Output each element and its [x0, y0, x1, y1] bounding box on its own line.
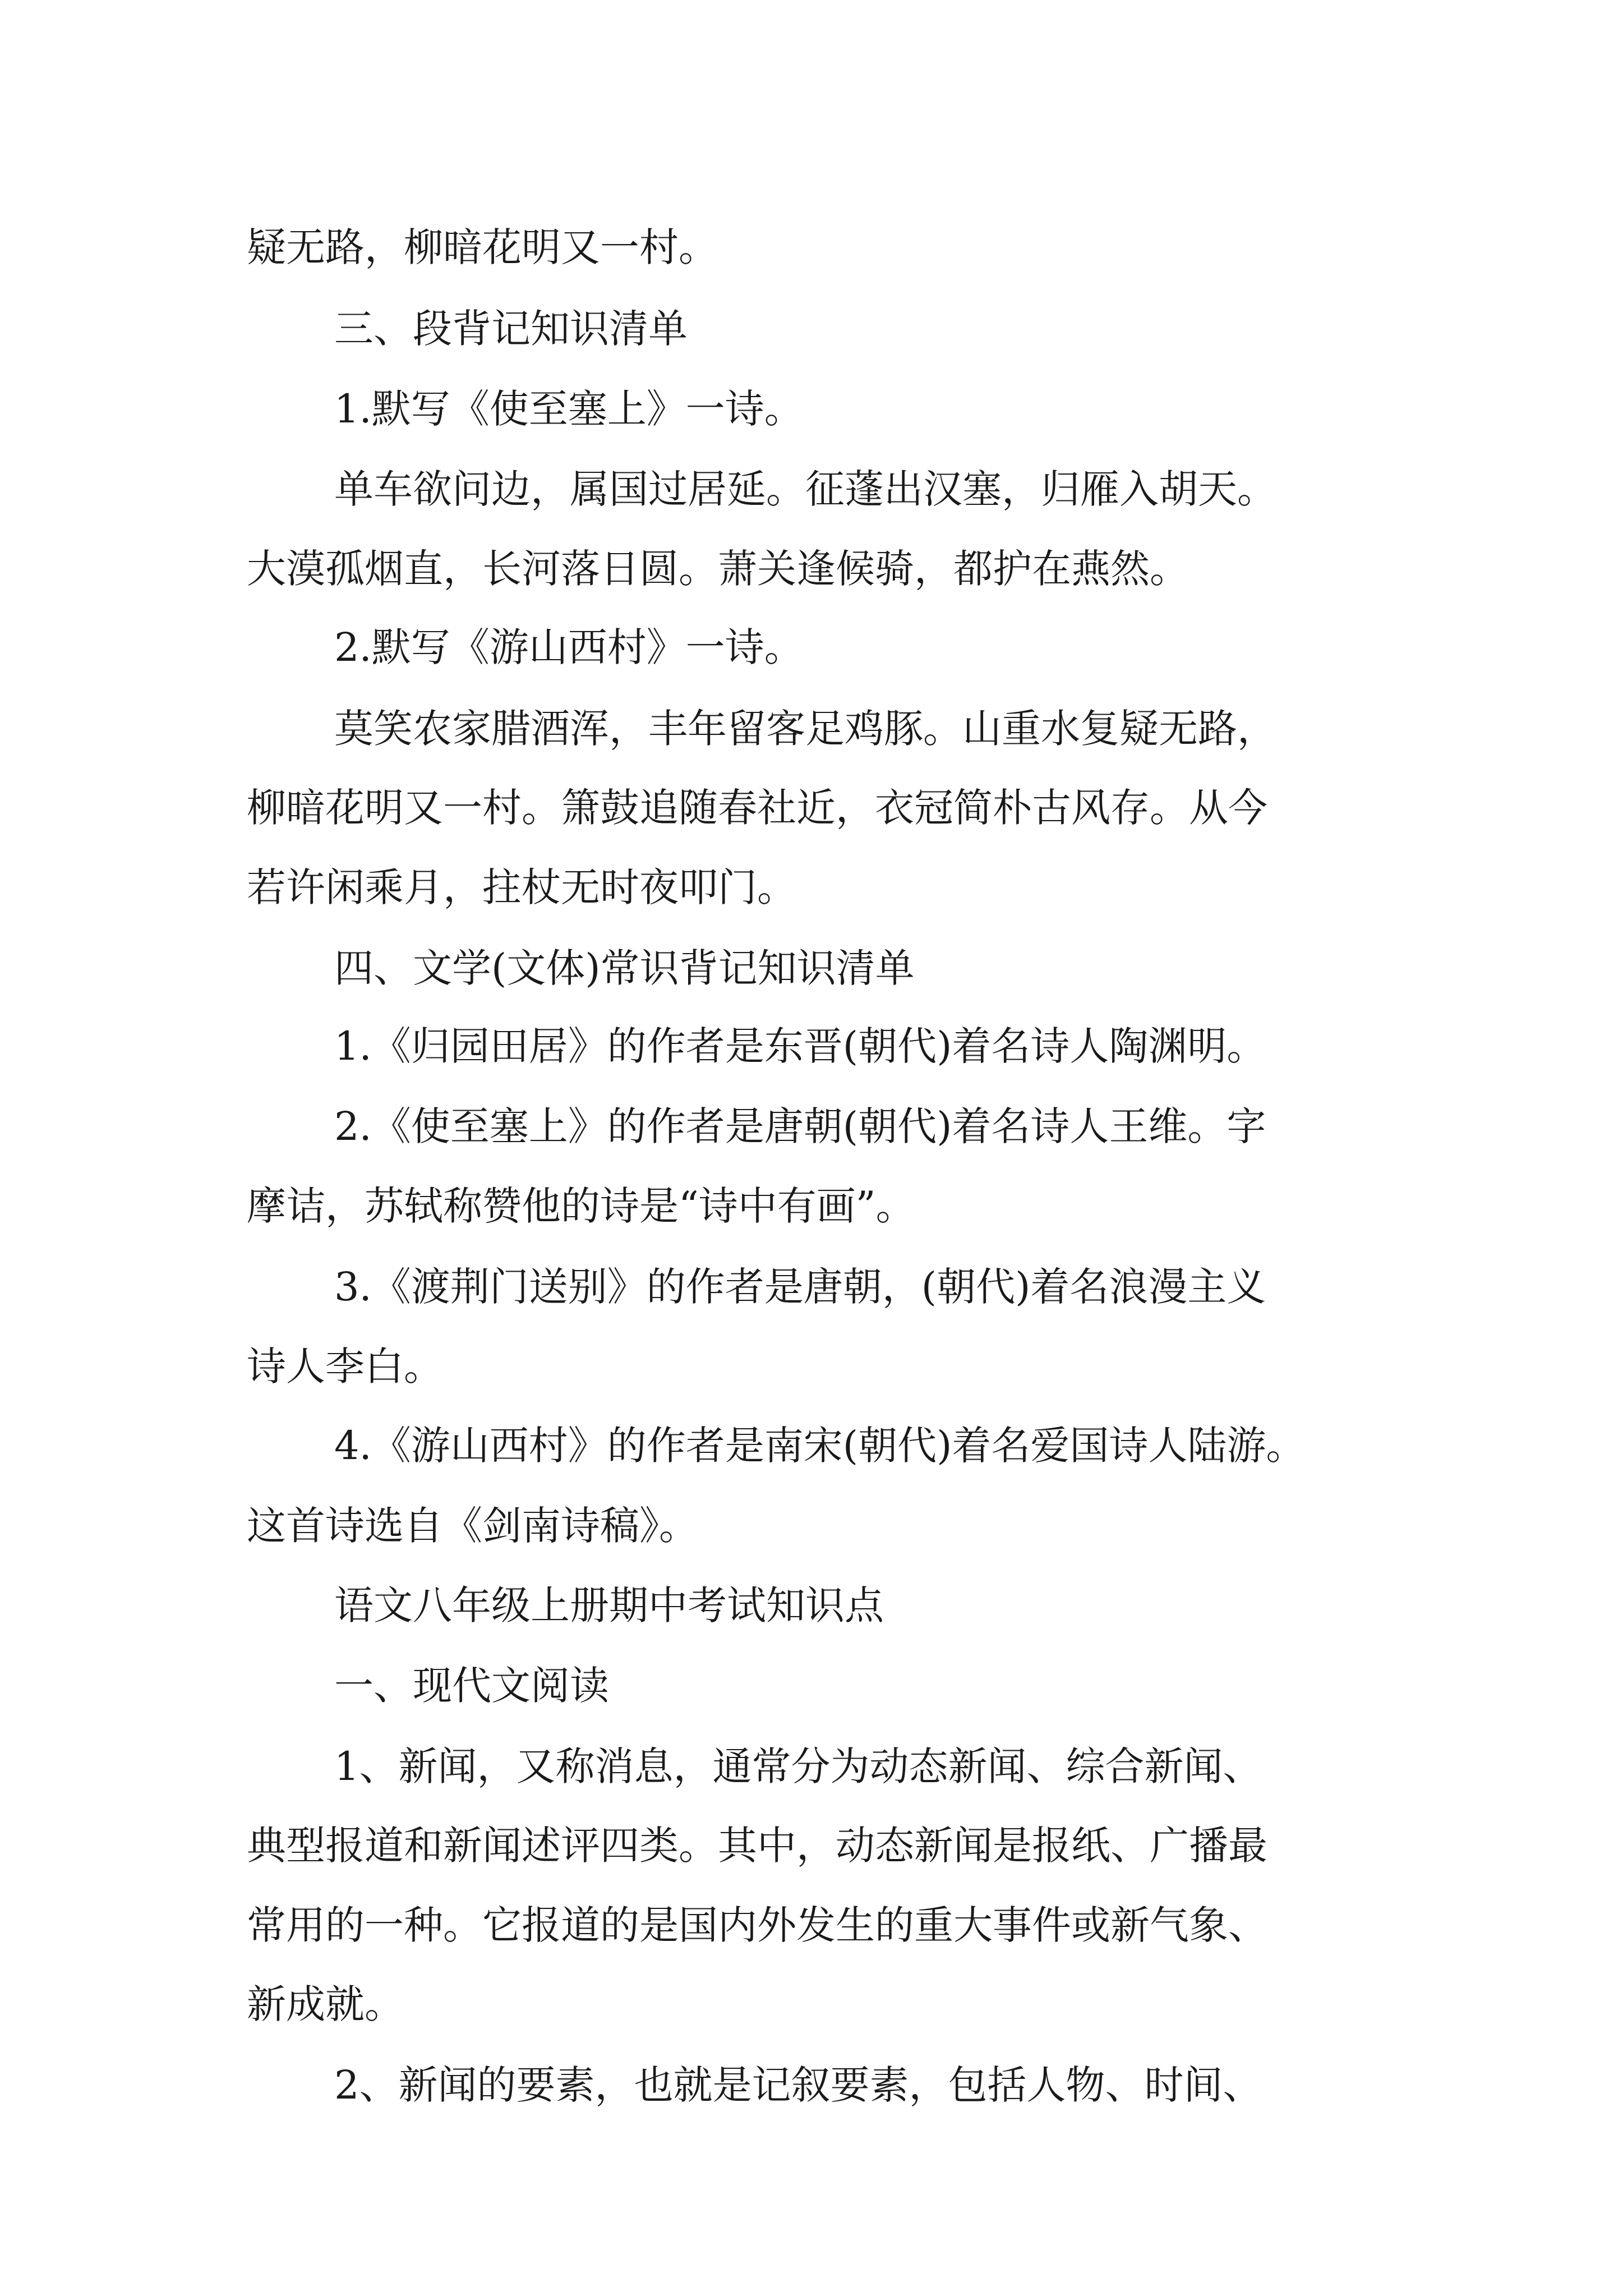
paragraph-line: 常用的一种。它报道的是国内外发生的重大事件或新气象、: [247, 1902, 1267, 1948]
paragraph-line: 摩诘，苏轼称赞他的诗是“诗中有画”。: [247, 1183, 915, 1229]
poem-line: 单车欲问边，属国过居延。征蓬出汉塞，归雁入胡天。: [334, 466, 1276, 512]
item-heading: 2.默写《游山西村》一诗。: [334, 624, 804, 670]
section-heading: 四、文学(文体)常识背记知识清单: [334, 945, 915, 991]
poem-line: 莫笑农家腊酒浑，丰年留客足鸡豚。山重水复疑无路，: [334, 706, 1276, 752]
paragraph-line: 疑无路，柳暗花明又一村。: [247, 224, 718, 270]
section-heading: 语文八年级上册期中考试知识点: [334, 1582, 884, 1628]
paragraph-line: 典型报道和新闻述评四类。其中，动态新闻是报纸、广播最: [247, 1823, 1267, 1869]
paragraph-line: 2、新闻的要素，也就是记叙要素，包括人物、时间、: [334, 2062, 1262, 2108]
paragraph-line: 新成就。: [247, 1981, 404, 2027]
poem-line: 若许闲乘月，拄杖无时夜叩门。: [247, 864, 796, 910]
paragraph-line: 这首诗选自《剑南诗稿》。: [247, 1503, 698, 1549]
paragraph-line: 2.《使至塞上》的作者是唐朝(朝代)着名诗人王维。字: [334, 1103, 1266, 1149]
paragraph-line: 诗人李白。: [247, 1343, 443, 1389]
section-heading: 三、段背记知识清单: [334, 306, 688, 352]
poem-line: 大漠孤烟直，长河落日圆。萧关逢候骑，都护在燕然。: [247, 546, 1189, 592]
paragraph-line: 4.《游山西村》的作者是南宋(朝代)着名爱国诗人陆游。: [334, 1423, 1306, 1469]
section-heading: 一、现代文阅读: [334, 1663, 609, 1709]
paragraph-line: 1、新闻，又称消息，通常分为动态新闻、综合新闻、: [334, 1743, 1262, 1789]
paragraph-line: 1.《归园田居》的作者是东晋(朝代)着名诗人陶渊明。: [334, 1023, 1266, 1069]
poem-line: 柳暗花明又一村。箫鼓追随春社近，衣冠简朴古风存。从今: [247, 785, 1267, 831]
item-heading: 1.默写《使至塞上》一诗。: [334, 386, 804, 432]
paragraph-line: 3.《渡荆门送别》的作者是唐朝，(朝代)着名浪漫主义: [334, 1264, 1266, 1310]
